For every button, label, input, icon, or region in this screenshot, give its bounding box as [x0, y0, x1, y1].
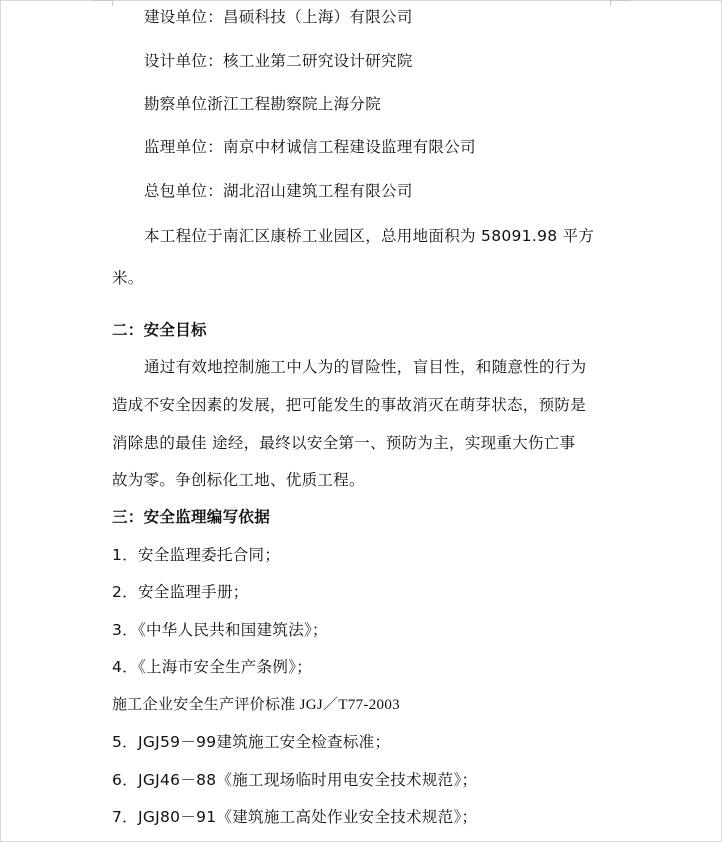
basis-item-5: 5．JGJ59－99建筑施工安全检查标准； — [112, 733, 391, 751]
unit-contractor-value: 湖北沼山建筑工程有限公司 — [223, 182, 413, 200]
unit-design-label: 设计单位： — [144, 52, 224, 70]
location-line-2: 米。 — [112, 269, 144, 287]
margin-mark-right-v — [610, 0, 611, 6]
section2-heading: 二：安全目标 — [112, 321, 207, 339]
basis-item-3: 3．《中华人民共和国建筑法》； — [112, 621, 328, 639]
unit-supervision — [144, 137, 476, 157]
unit-design — [144, 51, 413, 71]
location-line-1: 本工程位于南汇区康桥工业园区，总用地面积为 58091.98 平方 — [144, 227, 595, 245]
section3-heading: 三：安全监理编写依据 — [112, 508, 271, 526]
unit-survey-value: 勘察单位浙江工程勘察院上海分院 — [144, 95, 382, 113]
section2-line-1: 通过有效地控制施工中人为的冒险性，盲目性，和随意性的行为 — [144, 358, 587, 376]
basis-item-1: 1．安全监理委托合同； — [112, 546, 281, 564]
unit-contractor-label: 总包单位： — [144, 182, 224, 200]
unit-construction-label: 建设单位： — [144, 8, 224, 26]
unit-construction — [144, 7, 413, 27]
unit-construction-value: 昌硕科技（上海）有限公司 — [223, 8, 413, 26]
section2-line-2: 造成不安全因素的发展，把可能发生的事故消灭在萌芽状态，预防是 — [112, 396, 587, 414]
section2-line-4: 故为零。争创标化工地、优质工程。 — [112, 471, 365, 489]
unit-survey — [144, 94, 381, 114]
unit-supervision-label: 监理单位： — [144, 138, 224, 156]
basis-item-6: 6．JGJ46－88《施工现场临时用电安全技术规范》； — [112, 771, 478, 789]
margin-mark-left-v — [112, 0, 113, 6]
margin-mark-right — [610, 0, 630, 7]
basis-item-4: 4．《上海市安全生产条例》； — [112, 658, 313, 676]
basis-item-standard: 施工企业安全生产评价标准 JGJ／T77-2003 — [112, 697, 400, 713]
basis-item-2: 2．安全监理手册； — [112, 583, 249, 601]
section2-line-3: 消除患的最佳 途经，最终以安全第一、预防为主，实现重大伤亡事 — [112, 434, 576, 452]
unit-contractor — [144, 181, 413, 201]
margin-mark-left — [92, 0, 112, 7]
unit-design-value: 核工业第二研究设计研究院 — [223, 52, 413, 70]
unit-supervision-value: 南京中材诚信工程建设监理有限公司 — [223, 138, 476, 156]
basis-item-7: 7．JGJ80－91《建筑施工高处作业安全技术规范》； — [112, 808, 478, 826]
